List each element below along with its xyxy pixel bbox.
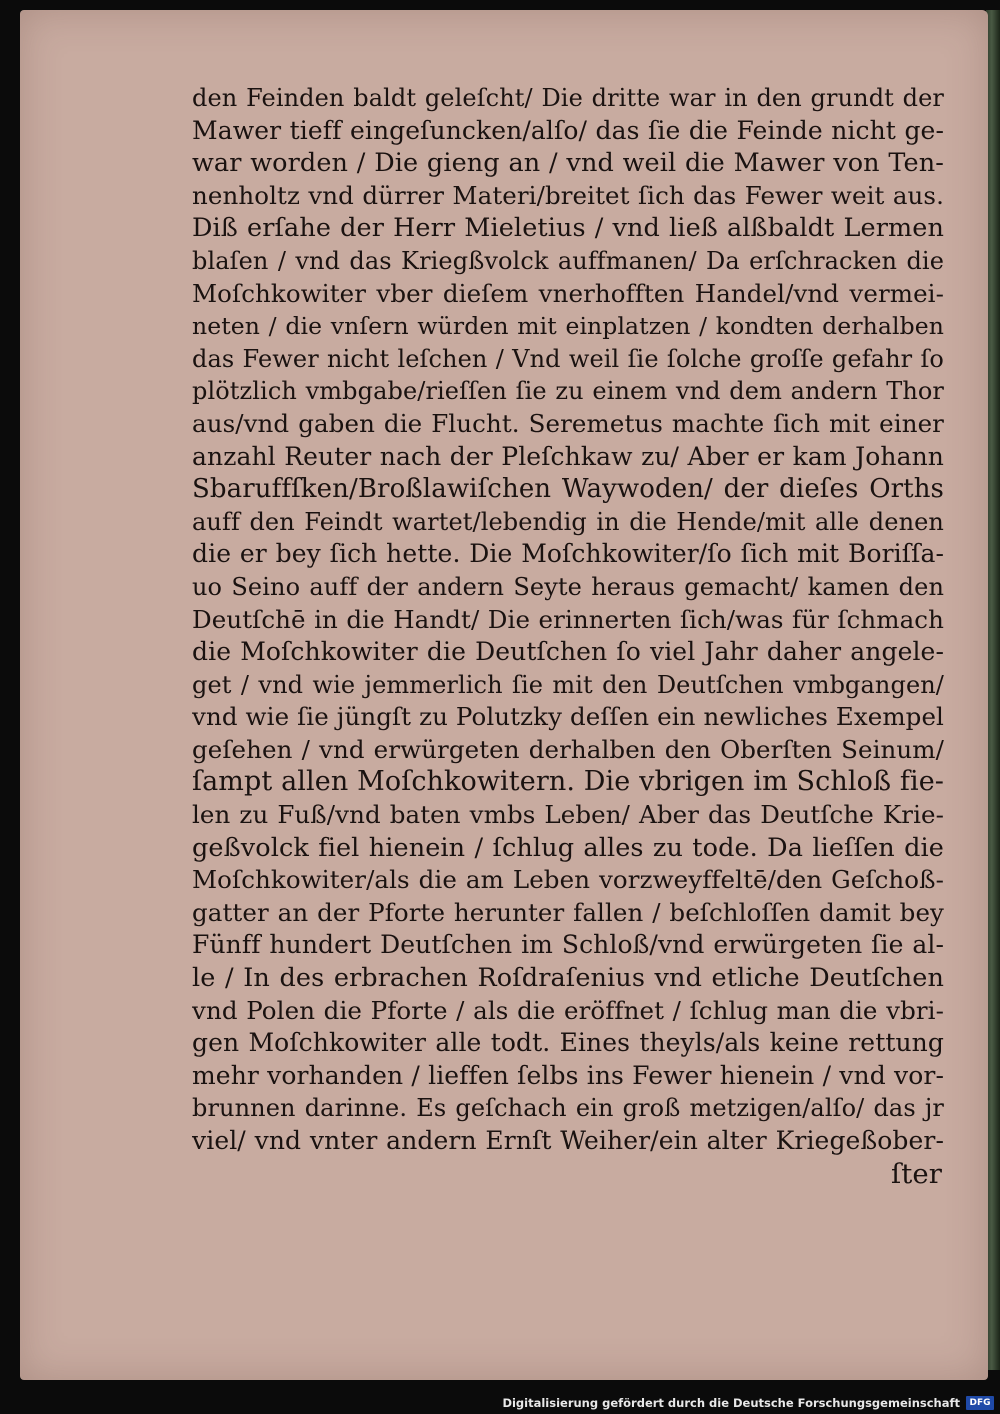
catchword: ſter [890,1157,942,1190]
text-line: anzahl Reuter nach der Pleſchkaw zu/ Aber er kam Johann [192,441,944,471]
text-line: mehr vorhanden / lieffen ſelbs ins Fewer hienein / vnd vor- [192,1060,944,1090]
book-edge [986,10,1000,1370]
text-line: war worden / Die gieng an / vnd weil die Mawer von Ten- [192,148,944,179]
text-line: das Fewer nicht leſchen / Vnd weil ſie ſolche groſſe gefahr ſo [192,344,944,373]
text-line: viel/ vnd vnter andern Ernſt Weiher/ein alter Kriegeßober- [192,1126,944,1155]
text-line: Mawer tieff eingeſuncken/alſo/ das ſie die Feinde nicht ge- [192,115,944,145]
text-line: len zu Fuß/vnd baten vmbs Leben/ Aber das Deutſche Krie- [192,800,944,830]
text-line: vnd Polen die Pforte / als die eröffnet / ſchlug man die vbri- [192,995,944,1025]
text-line: Moſchkowiter/als die am Leben vorzweyffeltē/den Geſchoß- [192,865,944,895]
text-line: die er bey ſich hette. Die Moſchkowiter/ſo ſich mit Boriſſa- [192,539,944,569]
text-line: le / In des erbrachen Roſdraſenius vnd etliche Deutſchen [192,963,944,994]
text-line: den Feinden baldt geleſcht/ Die dritte war in den grundt der [192,84,944,112]
text-line: die Moſchkowiter die Deutſchen ſo viel Jahr daher angele- [192,637,944,667]
text-line: Sbaruffſken/Broßlawiſchen Waywoden/ der dieſes Orths [192,474,944,505]
text-line: gatter an der Pforte herunter fallen / beſchloſſen damit bey [192,897,944,927]
text-line: nenholtz vnd dürrer Materi/breitet ſich das Fewer weit aus. [192,180,944,210]
funding-credit: Digitalisierung gefördert durch die Deutsche Forschungsgemeinschaft [502,1396,960,1410]
text-line: get / vnd wie jemmerlich ſie mit den Deutſchen vmbgangen/ [192,670,944,699]
page-text [192,82,944,1190]
text-line: plötzlich vmbgabe/rieſſen ſie zu einem vnd dem andern Thor [192,377,944,406]
text-line: geßvolck fiel hienein / ſchlug alles zu tode. Da lieſſen die [192,832,944,863]
text-line: Deutſchē in die Handt/ Die erinnerten ſich/was für ſchmach [192,604,944,634]
text-line: uo Seino auff der andern Seyte heraus gemacht/ kamen den [192,572,944,601]
text-line: Fünff hundert Deutſchen im Schloß/vnd erwürgeten ſie al- [192,930,944,960]
text-line: aus/vnd gaben die Flucht. Seremetus machte ſich mit einer [192,408,944,438]
text-line: geſehen / vnd erwürgeten derhalben den Oberſten Seinum/ [192,734,944,764]
text-line: brunnen darinne. Es geſchach ein groß metzigen/alſo/ das jr [192,1094,944,1123]
dfg-logo: DFG [966,1396,994,1410]
book-page [20,10,988,1380]
text-line: Moſchkowiter vber dieſem vnerhofften Handel/vnd vermei- [192,278,944,308]
text-line: Diß erſahe der Herr Mieletius / vnd ließ alßbaldt Lermen [192,213,944,244]
text-line: auff den Feindt wartet/lebendig in die Hende/mit alle denen [192,507,944,536]
text-line: blaſen / vnd das Kriegßvolck auffmanen/ Da erſchracken die [192,246,944,275]
footer-bar [0,1394,1000,1414]
text-line: ſampt allen Moſchkowitern. Die vbrigen im Schloß fie- [192,766,944,798]
text-line: vnd wie ſie jüngſt zu Polutzky deſſen ein newliches Exempel [192,702,944,732]
text-line: gen Moſchkowiter alle todt. Eines theyls/als keine rettung [192,1028,944,1058]
text-line: neten / die vnſern würden mit einplatzen / kondten derhalben [192,312,944,341]
